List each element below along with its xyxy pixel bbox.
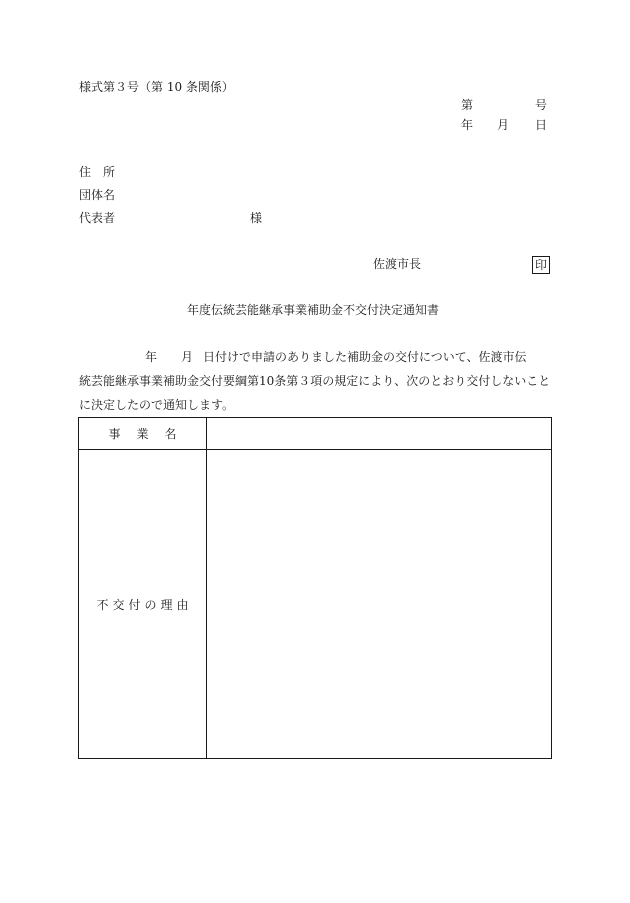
body-line-3: に決定したので通知します。: [79, 398, 235, 412]
body-month: 月: [181, 350, 194, 364]
document-title: 年度伝統芸能継承事業補助金不交付決定通知書: [187, 303, 440, 317]
reason-row: [79, 450, 552, 759]
honorific: 様: [250, 211, 263, 225]
address-label: 住 所: [79, 165, 116, 179]
date-year: 年: [461, 118, 474, 132]
form-number: 様式第３号（第 10 条関係）: [79, 80, 234, 94]
reason-label: 不交付の理由: [96, 597, 193, 612]
project-name-label: 事業名: [108, 427, 193, 441]
date-month: 月: [497, 118, 510, 132]
project-name-row: [79, 418, 552, 450]
representative-label: 代表者: [79, 211, 116, 225]
group-name-label: 団体名: [79, 188, 116, 202]
body-year: 年: [145, 350, 158, 364]
project-name-label-cell: [79, 418, 207, 450]
body-line-2: 統芸能継承事業補助金交付要綱第10条第３項の規定により、次のとおり交付しないこと: [79, 374, 551, 388]
doc-number-suffix: 号: [535, 98, 548, 112]
issuer-name: 佐渡市長: [373, 257, 422, 271]
reason-label-cell: [79, 450, 207, 759]
date-day: 日: [535, 118, 548, 132]
seal-mark: 印: [532, 256, 550, 274]
body-line-1: 日付けで申請のありました補助金の交付について、佐渡市伝: [203, 350, 527, 364]
notice-table: [78, 417, 552, 759]
project-name-value[interactable]: [207, 418, 552, 450]
reason-value[interactable]: [207, 450, 552, 759]
doc-number-prefix: 第: [461, 98, 474, 112]
